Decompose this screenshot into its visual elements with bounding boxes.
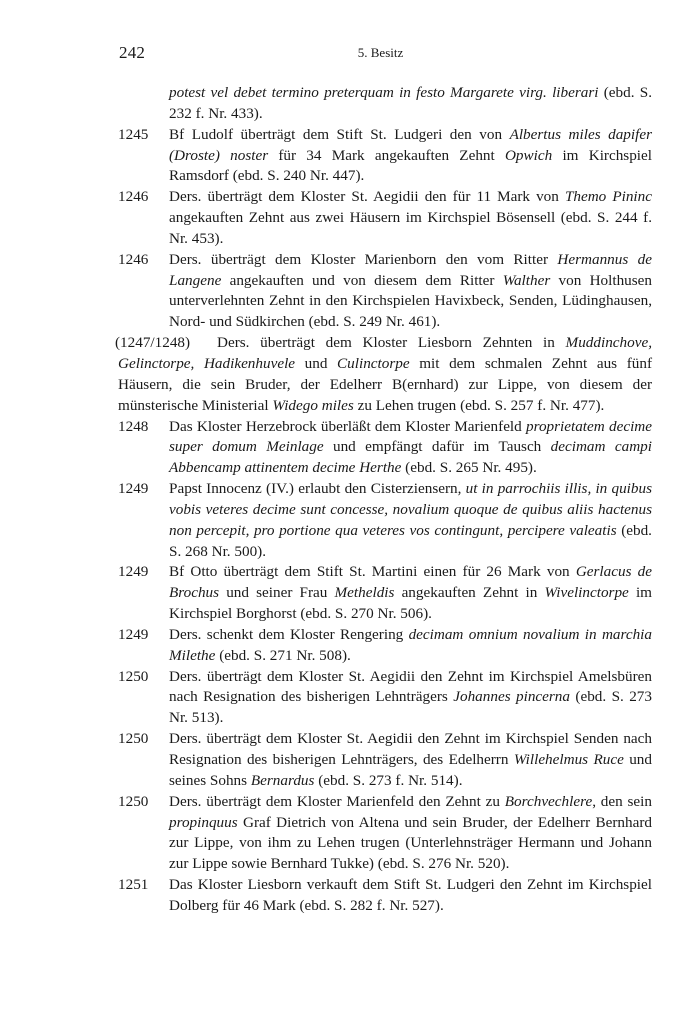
text-run: und seines Sohns <box>169 751 652 789</box>
entry-year: 1250 <box>118 667 149 685</box>
text-run: angekauften Zehnt aus zwei Häusern im Kirchspiel Bösensell (ebd. S. 244 f. Nr. 453). <box>169 209 652 247</box>
entry-text <box>169 417 652 480</box>
entry-year: 1249 <box>118 563 149 581</box>
text-run: von Holthusen unterverlehnten Zehnt in den Kirchspielen Havixbeck, Senden, Lüdinghausen, Nord- und Südkirchen (ebd. S. 249 Nr. 461). <box>169 271 652 331</box>
entry-year: 1246 <box>118 250 149 268</box>
latin-term: Albertus miles dapifer (Droste) noster <box>169 125 652 164</box>
running-title: 5. Besitz <box>357 45 404 60</box>
text-run: (ebd. S. 268 Nr. 500). <box>169 521 652 560</box>
entry-text <box>169 625 652 667</box>
text-run: (ebd. S. 232 f. Nr. 433). <box>169 84 652 122</box>
text-run: Das Kloster Liesborn verkauft dem Stift St. Ludgeri den Zehnt im Kirchspiel Dolberg für 46 Mark (ebd. S. 282 f. Nr. 527). <box>169 876 652 914</box>
text-run: angekauften und von diesem dem Ritter <box>221 271 503 289</box>
latin-term: Wivelinctorpe <box>544 584 629 602</box>
text-run: Ders. überträgt dem Kloster Marienfeld den Zehnt zu <box>169 792 505 810</box>
text-run: Ders. überträgt dem Kloster St. Aegidii den für 11 Mark von <box>169 188 565 206</box>
text-run: (ebd. S. 273 f. Nr. 514). <box>314 771 463 789</box>
latin-term: Opwich <box>504 146 553 164</box>
latin-term: Muddinchove, Gelinctorpe, Hadikenhuvele <box>118 334 652 372</box>
entry <box>118 479 652 562</box>
text-run: und seiner Frau <box>219 584 335 602</box>
latin-term: Bernardus <box>250 771 315 789</box>
entry <box>118 667 652 730</box>
latin-term: Widego miles <box>272 396 354 414</box>
text-run: mit dem schmalen Zehnt aus fünf Häusern, die sein Bruder, der Edelherr B(ernhard) zur Lippe, von diesem der münsterische Ministerial <box>118 354 653 414</box>
entry <box>118 875 652 917</box>
entry <box>118 83 652 125</box>
text-run: , den sein <box>592 792 652 810</box>
entry-text <box>169 479 652 562</box>
text-run: zu Lehen trugen (ebd. S. 257 f. Nr. 477). <box>353 396 605 414</box>
entry <box>118 729 652 792</box>
text-run: (ebd. S. 273 Nr. 513). <box>169 688 652 727</box>
text-run: im Kirchspiel Ramsdorf (ebd. S. 240 Nr. 447). <box>169 146 652 185</box>
latin-term: decimam campi Abbencamp attinentem decime Herthe <box>169 438 652 477</box>
entry-year: (1247/1248) <box>115 334 191 352</box>
entry-text <box>169 187 652 250</box>
page-number: 242 <box>119 43 146 62</box>
text-run: Das Kloster Herzebrock überläßt dem Kloster Marienfeld <box>169 417 526 435</box>
entry-text <box>169 125 652 188</box>
text-run: Graf Dietrich von Altena und sein Bruder, der Edelherr Bernhard zur Lippe, von ihm zu Lehen trugen (Unterlehnsträger Hermann und Johann zur Lippe sowie Bernhard Tukke) (ebd. S. 276 Nr. 520). <box>169 813 652 873</box>
page-header <box>119 43 642 67</box>
text-run: (ebd. S. 265 Nr. 495). <box>401 459 537 477</box>
latin-term: decimam omnium novalium in marchia Milethe <box>169 625 652 664</box>
entry-year: 1246 <box>118 188 149 206</box>
text-run: (ebd. S. 271 Nr. 508). <box>215 646 351 664</box>
entry <box>118 562 652 625</box>
text-run: Papst Innocenz (IV.) erlaubt den Cisterziensern, <box>169 480 466 498</box>
entry-text <box>169 729 652 792</box>
entry-text <box>169 792 652 875</box>
entry-year: 1249 <box>118 625 149 643</box>
entry-text <box>169 83 652 125</box>
entry <box>118 250 652 333</box>
latin-term: ut in parrochiis illis, in quibus vobis veteres decime sunt concesse, novalium quoque de quibus aliis hactenus non percepit, pro portione qua veteres vos contingunt, percipere valeatis <box>169 480 652 539</box>
latin-term: proprietatem decime super domum Meinlage <box>169 417 652 456</box>
entry <box>118 792 652 875</box>
text-run: Ders. überträgt dem Kloster Liesborn Zehnten in <box>217 334 566 352</box>
entry-text <box>169 667 652 730</box>
entry-text <box>118 333 652 416</box>
text-run: und empfängt dafür im Tausch <box>323 438 551 456</box>
entry <box>118 187 652 250</box>
entry-year: 1251 <box>118 876 149 894</box>
entry-year: 1245 <box>118 125 149 143</box>
latin-term: Willehelmus Ruce <box>513 751 624 768</box>
entry <box>118 625 652 667</box>
text-run: angekauften Zehnt in <box>394 584 545 602</box>
latin-term: Walther <box>502 271 551 289</box>
chronology-list <box>115 83 653 917</box>
latin-term: Metheldis <box>334 584 395 602</box>
text-run: Bf Otto überträgt dem Stift St. Martini einen für 26 Mark von <box>169 563 576 581</box>
entry-year: 1250 <box>118 730 149 748</box>
entry <box>118 125 652 188</box>
text-run: und <box>295 354 338 372</box>
latin-term: Themo Pininc <box>564 188 652 206</box>
entry-text <box>169 250 652 333</box>
latin-term: propinquus <box>169 813 238 831</box>
entry <box>115 333 653 416</box>
entry <box>118 417 652 480</box>
latin-term: Borchvechlere <box>504 792 593 810</box>
latin-term: Culinctorpe <box>337 354 410 372</box>
latin-term: Hermannus de Langene <box>169 250 652 289</box>
text-run: Ders. überträgt dem Kloster Marienborn den vom Ritter <box>169 250 558 268</box>
latin-term: Gerlacus de Brochus <box>169 563 652 602</box>
text-run: für 34 Mark angekauften Zehnt <box>268 146 505 164</box>
entry-year: 1248 <box>118 417 149 435</box>
entry-year: 1249 <box>118 480 149 498</box>
entry-year: 1250 <box>118 792 149 810</box>
text-run: im Kirchspiel Borghorst (ebd. S. 270 Nr. 506). <box>169 584 652 623</box>
text-run: Ders. überträgt dem Kloster St. Aegidii den Zehnt im Kirchspiel Amelsbüren nach Resignation des bisherigen Lehnträgers <box>169 667 652 706</box>
entry-text <box>169 562 652 625</box>
text-run: Ders. überträgt dem Kloster St. Aegidii den Zehnt im Kirchspiel Senden nach Resignation des bisherigen Lehnträgers, des Edelherrn <box>169 730 652 768</box>
entry-text <box>169 875 652 917</box>
latin-term: potest vel debet termino preterquam in festo Margarete virg. liberari <box>169 84 599 101</box>
text-run: Bf Ludolf überträgt dem Stift St. Ludgeri den von <box>169 125 510 143</box>
latin-term: Johannes pincerna <box>453 688 570 706</box>
text-run: Ders. schenkt dem Kloster Rengering <box>169 625 409 643</box>
